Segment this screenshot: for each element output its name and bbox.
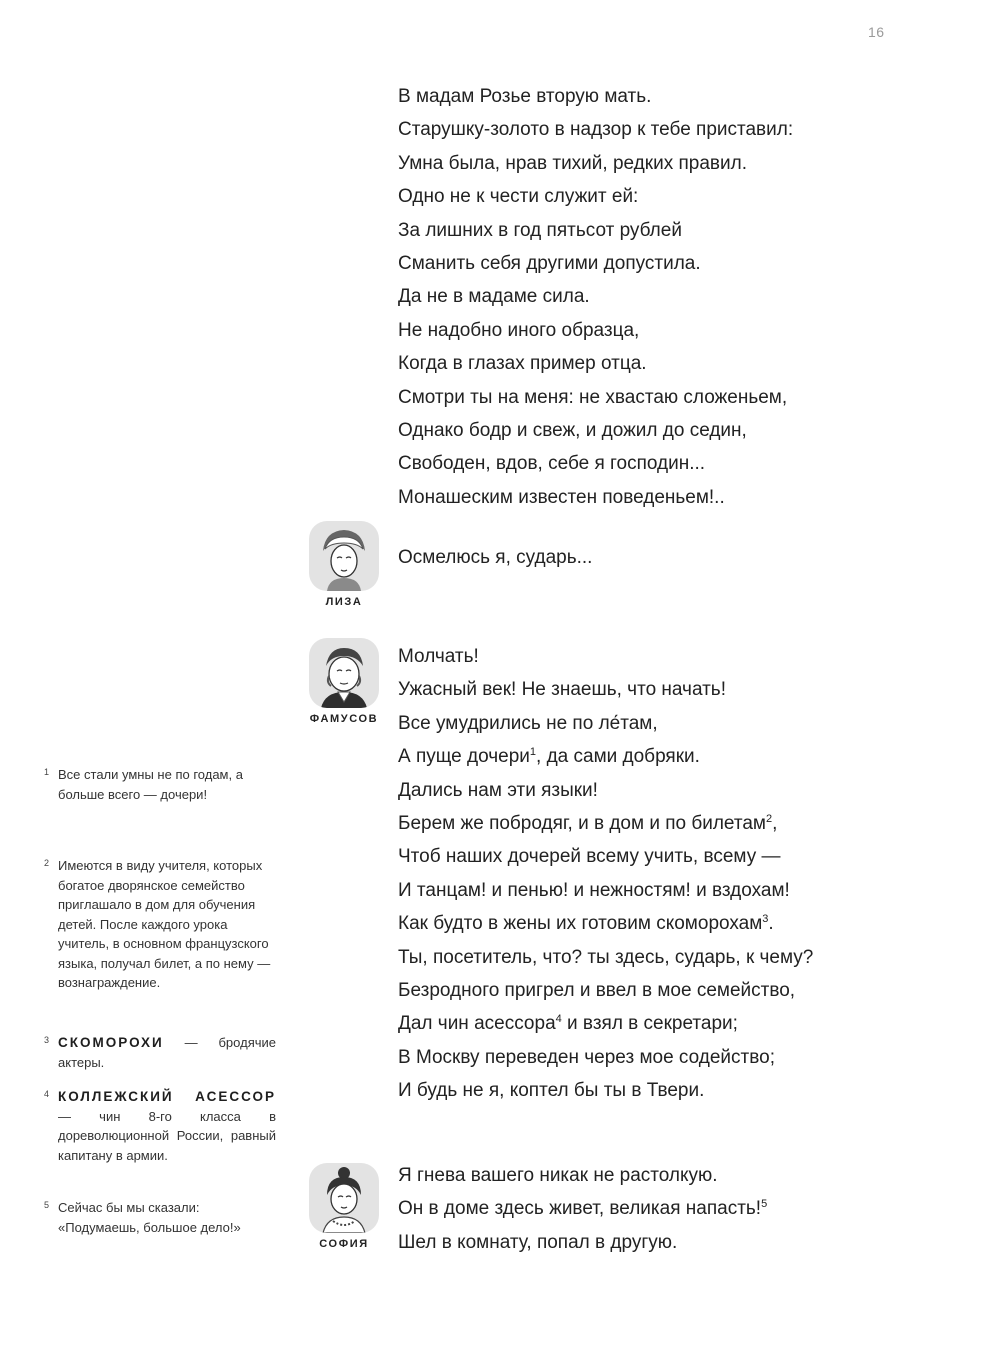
footnote-mark-5[interactable]: 5 — [761, 1198, 768, 1211]
verse-line: И будь не я, коптел бы ты в Твери. — [398, 1080, 705, 1102]
verse-line: Умна была, нрав тихий, редких правил. — [398, 152, 747, 174]
verse-block-liza — [398, 541, 592, 574]
footnote-text: Сейчас бы мы сказали: «Подумаешь, большое дело!» — [58, 1200, 241, 1235]
verse-line: Шел в комнату, попал в другую. — [398, 1231, 678, 1253]
verse-line: Молчать! — [398, 646, 479, 667]
footnote-number: 3 — [44, 1035, 50, 1045]
verse-line: И танцам! и пенью! и нежностям! и вздохам! — [398, 879, 790, 901]
verse-block-famusov — [398, 640, 813, 1107]
speaker-liza — [304, 521, 384, 608]
liza-portrait-icon — [309, 521, 379, 591]
footnote-mark-3[interactable]: 3 — [762, 913, 769, 926]
speaker-name-sofia: СОФИЯ — [319, 1238, 369, 1250]
verse-block-continuation — [398, 80, 793, 514]
verse-line: Когда в глазах пример отца. — [398, 353, 647, 375]
footnote-text: Имеются в виду учителя, которых богатое дворянское семейство приглашало в дом для обучения детей. После каждого урока учитель, в основном французского языка, получал билет, а по нему — вознаграждение. — [58, 858, 271, 990]
verse-line: Смотри ты на меня: не хвастаю сложеньем, — [398, 386, 788, 408]
page-number: 16 — [868, 24, 885, 40]
verse-block-sofia — [398, 1159, 767, 1259]
verse-line: Однако бодр и свеж, и дожил до седин, — [398, 419, 747, 441]
verse-line: Безродного пригрел и ввел в мое семейство, — [398, 979, 796, 1001]
sofia-portrait-icon — [309, 1163, 379, 1233]
verse-line: В мадам Розье вторую мать. — [398, 86, 652, 107]
footnote-text: СКОМОРОХИ — бродячие актеры. — [58, 1035, 276, 1070]
speaker-name-famusov: ФАМУСОВ — [309, 713, 379, 725]
footnote-text: КОЛЛЕЖСКИЙ АСЕССОР — чин 8-го класса в дореволюционной России, равный капитану в армии. — [58, 1089, 276, 1163]
footnote-term: СКОМОРОХИ — [58, 1035, 164, 1050]
footnote-3 — [44, 1033, 276, 1072]
verse-line: Ужасный век! Не знаешь, что начать! — [398, 679, 726, 701]
footnote-number: 5 — [44, 1200, 50, 1210]
footnote-4 — [44, 1087, 276, 1165]
footnote-mark-2[interactable]: 2 — [766, 812, 773, 825]
verse-line: Не надобно иного образца, — [398, 319, 640, 341]
footnote-term: КОЛЛЕЖСКИЙ АСЕССОР — [58, 1089, 276, 1104]
verse-line: Как будто в жены их готовим скоморохам$^3$. — [398, 913, 774, 935]
verse-line: Дались нам эти языки! — [398, 779, 598, 801]
footnote-number: 1 — [44, 767, 50, 777]
footnote-2 — [44, 856, 276, 993]
footnote-mark-4[interactable]: 4 — [555, 1013, 562, 1026]
verse-line: Да не в мадаме сила. — [398, 286, 590, 308]
verse-line: Одно не к чести служит ей: — [398, 186, 639, 208]
speaker-name-liza: ЛИЗА — [325, 596, 363, 608]
verse-line: Монашеским известен поведеньем!.. — [398, 486, 725, 508]
verse-line: Ты, посетитель, что? ты здесь, сударь, к чему? — [398, 946, 814, 968]
verse-line: Берем же побродяг, и в дом и по билетам$^2$, — [398, 812, 778, 834]
verse-line: В Москву переведен через мое содейство; — [398, 1046, 775, 1068]
footnote-mark-1[interactable]: 1 — [529, 746, 537, 759]
famusov-portrait-icon — [309, 638, 379, 708]
verse-line: Все умудрились не по ле́там, — [398, 712, 658, 734]
footnote-number: 4 — [44, 1089, 50, 1099]
verse-line: Дал чин асессора$^4$ и взял в секретари; — [398, 1013, 738, 1035]
verse-line: Он в доме здесь живет, великая напасть!$^5$ — [398, 1198, 768, 1220]
verse-line: Сманить себя другими допустила. — [398, 252, 701, 274]
verse-line: Старушку-золото в надзор к тебе приставил: — [398, 119, 794, 141]
verse-line: А пуще дочери$^1$, да сами добряки. — [398, 746, 700, 768]
verse-line: Осмелюсь я, сударь... — [398, 547, 593, 568]
verse-line: Я гнева вашего никак не растолкую. — [398, 1165, 718, 1186]
footnote-1 — [44, 765, 276, 804]
footnote-5 — [44, 1198, 276, 1237]
verse-line: За лишних в год пятьсот рублей — [398, 219, 682, 241]
verse-line: Свободен, вдов, себе я господин... — [398, 453, 706, 475]
speaker-famusov — [304, 638, 384, 725]
speaker-sofia — [304, 1163, 384, 1250]
footnote-text: Все стали умны не по годам, а больше всего — дочери! — [58, 767, 243, 802]
verse-line: Чтоб наших дочерей всему учить, всему — — [398, 846, 781, 868]
footnote-number: 2 — [44, 858, 50, 868]
